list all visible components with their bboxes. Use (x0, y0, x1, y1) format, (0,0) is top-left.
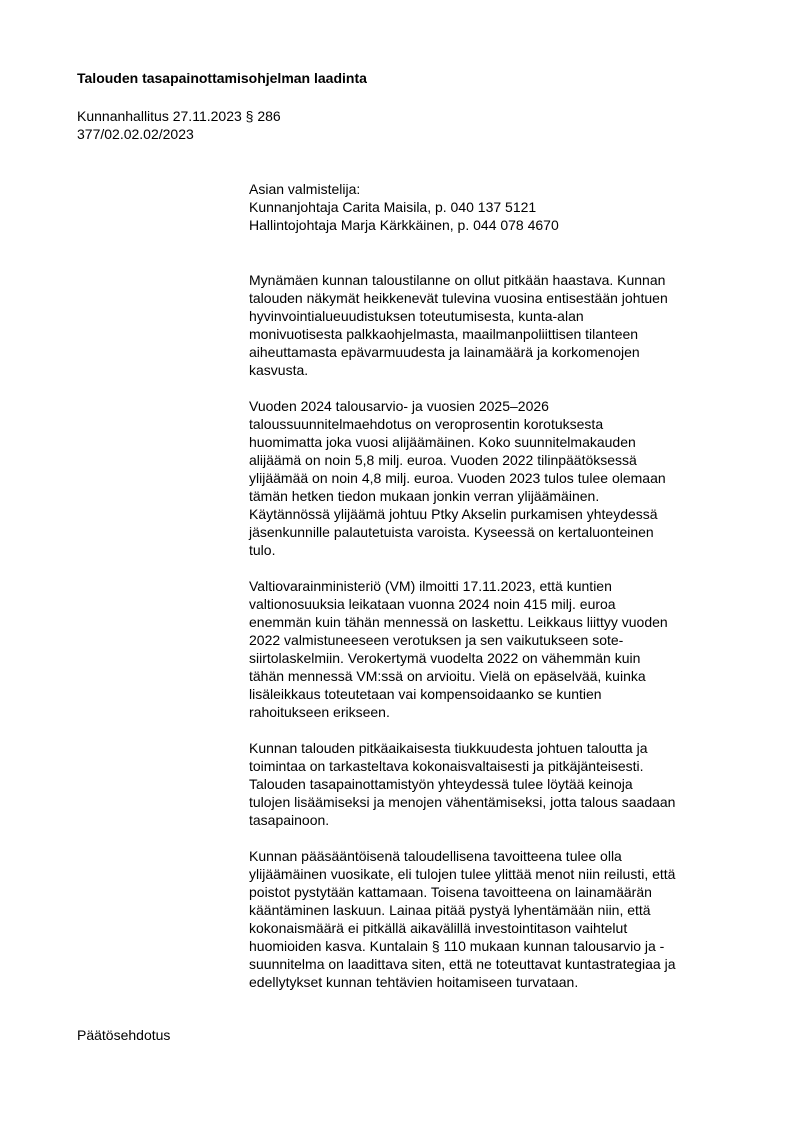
paragraph-line: taloussuunnitelmaehdotus on veroprosentin korotuksesta (249, 416, 604, 432)
paragraph-line: siirtolaskelmiin. Verokertymä vuodelta 2022 on vähemmän kuin (249, 650, 641, 666)
paragraph-line: tämän hetken tiedon mukaan jonkin verran ylijäämäinen. (249, 488, 600, 504)
paragraph-line: 2022 valmistuneeseen verotuksen ja sen vaikutukseen sote- (249, 632, 624, 648)
paragraph-line: valtionosuuksia leikataan vuonna 2024 noin 415 milj. euroa (249, 596, 616, 612)
paragraph-line: alijäämä on noin 5,8 milj. euroa. Vuoden 2022 tilinpäätöksessä (249, 452, 637, 468)
paragraph-line: huomimatta joka vuosi alijäämäinen. Koko suunnitelmakauden (249, 434, 636, 450)
document-title: Talouden tasapainottamisohjelman laadinta (77, 70, 367, 86)
paragraph-line: suunnitelma on laadittava siten, että ne toteuttavat kuntastrategiaa ja (249, 956, 676, 972)
paragraph-line: tulojen lisäämiseksi ja menojen vähentämiseksi, jotta talous saadaan (249, 794, 676, 810)
paragraph-line: ylijäämäinen vuosikate, eli tulojen tulee ylittää menot niin reilusti, että (249, 866, 676, 882)
decision-heading: Päätösehdotus (77, 1027, 171, 1043)
preparer-person-1: Kunnanjohtaja Carita Maisila, p. 040 137 5121 (249, 199, 537, 215)
body-paragraph (249, 271, 749, 379)
preparer-block (249, 180, 559, 234)
paragraph-line: edellytykset kunnan tehtävien hoitamiseen turvataan. (249, 974, 579, 990)
paragraph-line: tulo. (249, 542, 276, 558)
paragraph-line: Mynämäen kunnan taloustilanne on ollut pitkään haastava. Kunnan (249, 272, 666, 288)
paragraph-line: aiheuttamasta epävarmuudesta ja lainamäärä ja korkomenojen (249, 344, 640, 360)
paragraph-line: monivuotisesta palkkaohjelmasta, maailmanpoliittisen tilanteen (249, 326, 639, 342)
paragraph-line: Kunnan pääsääntöisenä taloudellisena tavoitteena tulee olla (249, 848, 622, 864)
paragraph-line: rahoitukseen erikseen. (249, 704, 390, 720)
body-paragraph (249, 397, 749, 559)
paragraph-line: Valtiovarainministeriö (VM) ilmoitti 17.11.2023, että kuntien (249, 578, 612, 594)
paragraph-line: enemmän kuin tähän mennessä on laskettu. Leikkaus liittyy vuoden (249, 614, 668, 630)
paragraph-line: poistot pystytään kattamaan. Toisena tavoitteena on lainamäärän (249, 884, 652, 900)
paragraph-line: hyvinvointialueuudistuksen toteutumisesta, kunta-alan (249, 308, 584, 324)
body-paragraph (249, 739, 749, 829)
preparer-heading: Asian valmistelija: (249, 181, 361, 197)
paragraph-line: Vuoden 2024 talousarvio- ja vuosien 2025–2026 (249, 398, 549, 414)
paragraph-line: Talouden tasapainottamistyön yhteydessä tulee löytää keinoja (249, 776, 633, 792)
preparer-person-2: Hallintojohtaja Marja Kärkkäinen, p. 044 078 4670 (249, 217, 559, 233)
document-body (249, 271, 749, 1009)
record-number: 377/02.02.02/2023 (77, 126, 194, 142)
meeting-reference: Kunnanhallitus 27.11.2023 § 286 (77, 108, 281, 124)
paragraph-line: tähän mennessä VM:ssä on arvioitu. Vielä on epäselvää, kuinka (249, 668, 646, 684)
paragraph-line: lisäleikkaus toteutetaan vai kompensoidaanko se kuntien (249, 686, 602, 702)
paragraph-line: tasapainoon. (249, 812, 330, 828)
paragraph-line: kääntäminen laskuun. Lainaa pitää pystyä lyhentämään niin, että (249, 902, 651, 918)
paragraph-line: kasvusta. (249, 362, 309, 378)
paragraph-line: Käytännössä ylijäämä johtuu Ptky Akselin purkamisen yhteydessä (249, 506, 658, 522)
paragraph-line: kokonaismäärä ei pitkällä aikavälillä investointitason vaihtelut (249, 920, 628, 936)
paragraph-line: toimintaa on tarkasteltava kokonaisvaltaisesti ja pitkäjänteisesti. (249, 758, 644, 774)
paragraph-line: jäsenkunnille palautetuista varoista. Kyseessä on kertaluonteinen (249, 524, 654, 540)
paragraph-line: Kunnan talouden pitkäaikaisesta tiukkuudesta johtuen taloutta ja (249, 740, 648, 756)
paragraph-line: talouden näkymät heikkenevät tulevina vuosina entisestään johtuen (249, 290, 668, 306)
document-meta (77, 107, 281, 143)
body-paragraph (249, 577, 749, 721)
body-paragraph (249, 847, 749, 991)
paragraph-line: ylijäämää on noin 4,8 milj. euroa. Vuoden 2023 tulos tulee olemaan (249, 470, 666, 486)
paragraph-line: huomioiden kasva. Kuntalain § 110 mukaan kunnan talousarvio ja - (249, 938, 665, 954)
